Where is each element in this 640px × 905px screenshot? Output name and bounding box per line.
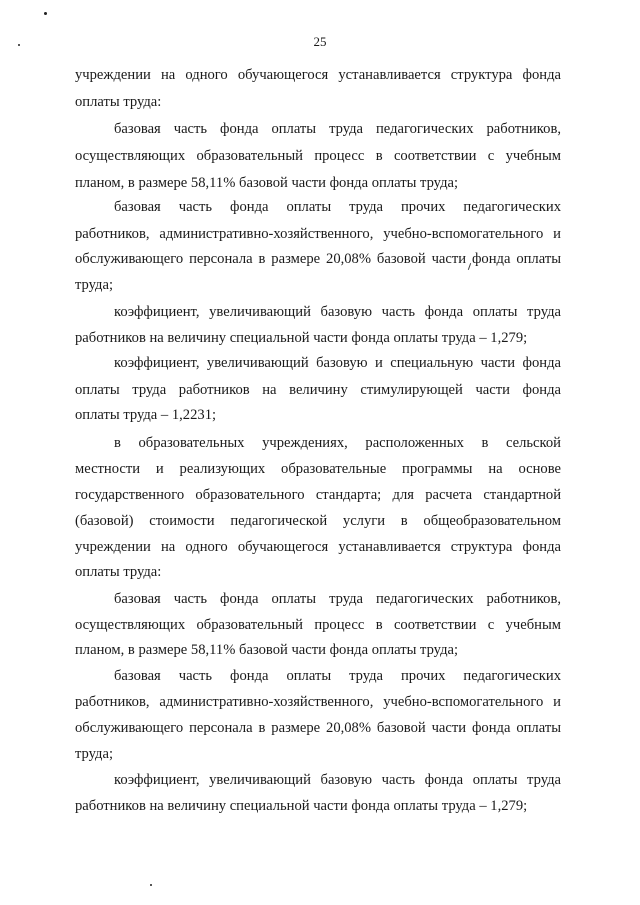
body-line: обслуживающего персонала в размере 20,08% базовой части фонда оплаты xyxy=(75,720,561,736)
body-line: базовая часть фонда оплаты труда прочих педагогических xyxy=(114,668,561,684)
body-line: труда; xyxy=(75,277,113,293)
body-line: оплаты труда: xyxy=(75,564,162,580)
body-line: базовая часть фонда оплаты труда педагогических работников, xyxy=(114,121,561,137)
body-line: базовая часть фонда оплаты труда педагогических работников, xyxy=(114,591,561,607)
body-line: оплаты труда: xyxy=(75,94,162,110)
body-line: планом, в размере 58,11% базовой части фонда оплаты труда; xyxy=(75,642,459,658)
body-line: работников, административно-хозяйственного, учебно-вспомогательного и xyxy=(75,226,561,242)
body-line: коэффициент, увеличивающий базовую часть фонда оплаты труда xyxy=(114,772,561,788)
body-line: местности и реализующих образовательные программы на основе xyxy=(75,461,561,477)
body-line: работников, административно-хозяйственного, учебно-вспомогательного и xyxy=(75,694,561,710)
body-line: коэффициент, увеличивающий базовую часть фонда оплаты труда xyxy=(114,304,561,320)
body-line: оплаты труда работников на величину стимулирующей части фонда xyxy=(75,382,561,398)
scan-speck xyxy=(44,12,47,15)
body-line: коэффициент, увеличивающий базовую и специальную части фонда xyxy=(114,355,561,371)
body-line: в образовательных учреждениях, расположенных в сельской xyxy=(114,435,561,451)
body-line: государственного образовательного стандарта; для расчета стандартной xyxy=(75,487,561,503)
body-line: труда; xyxy=(75,746,113,762)
body-line: базовая часть фонда оплаты труда прочих педагогических xyxy=(114,199,561,215)
body-line: учреждении на одного обучающегося устанавливается структура фонда xyxy=(75,539,561,555)
page-number: 25 xyxy=(313,34,327,49)
body-line: работников на величину специальной части фонда оплаты труда – 1,279; xyxy=(75,330,528,346)
body-line: обслуживающего персонала в размере 20,08% базовой части фонда оплаты xyxy=(75,251,561,267)
body-line: осуществляющих образовательный процесс в соответствии с учебным xyxy=(75,617,561,633)
body-line: планом, в размере 58,11% базовой части фонда оплаты труда; xyxy=(75,175,459,191)
body-line: учреждении на одного обучающегося устанавливается структура фонда xyxy=(75,67,561,83)
body-line: осуществляющих образовательный процесс в соответствии с учебным xyxy=(75,148,561,164)
body-line: (базовой) стоимости педагогической услуги в общеобразовательном xyxy=(75,513,561,529)
body-line: работников на величину специальной части фонда оплаты труда – 1,279; xyxy=(75,798,528,814)
scan-speck xyxy=(150,884,152,886)
body-line: оплаты труда – 1,2231; xyxy=(75,407,217,423)
